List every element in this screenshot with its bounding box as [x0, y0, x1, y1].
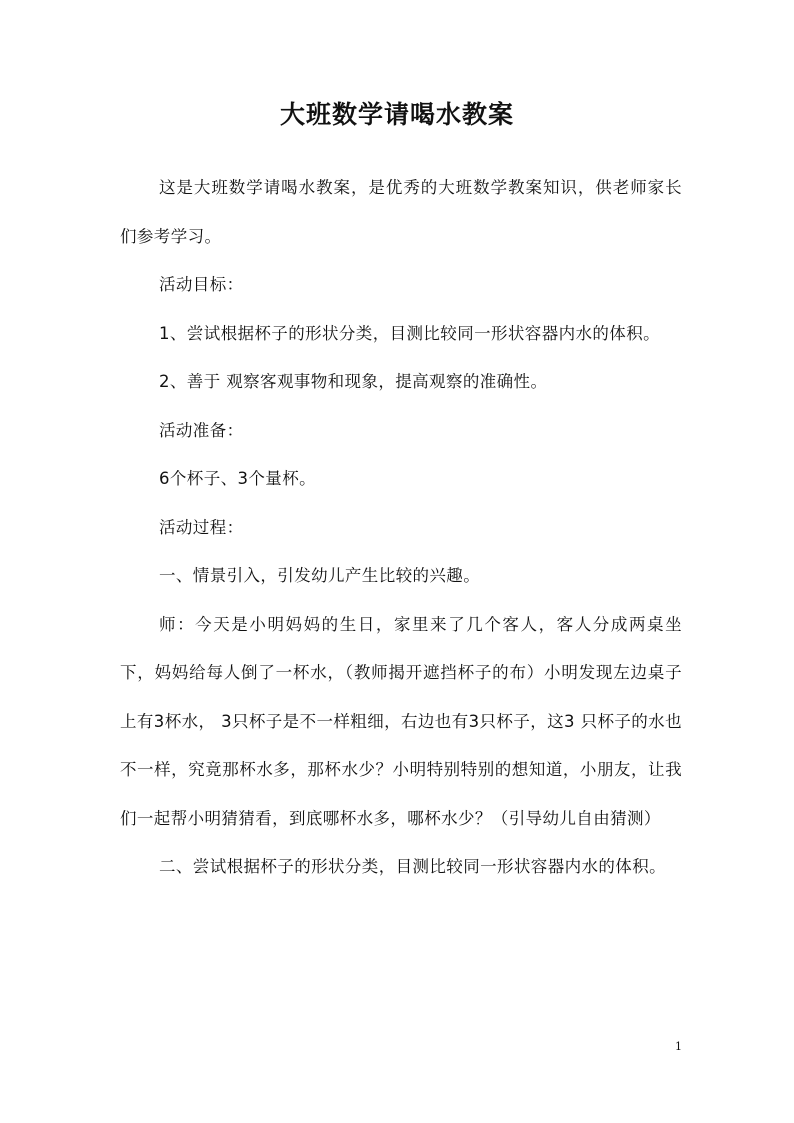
section-heading-goals: 活动目标：: [159, 275, 244, 294]
preparation-item: 6个杯子、3个量杯。: [159, 469, 316, 488]
section-heading-process: 活动过程：: [159, 517, 244, 537]
teacher-script-paragraph: 师：今天是小明妈妈的生日，家里来了几个客人，客人分成两桌坐下，妈妈给每人倒了一杯水，（教师揭开遮挡杯子的布）小明发现左边桌子上有3杯水， 3只杯子是不一样粗细，右边也有3只杯子，这3 只杯子的水也不一样，究竟那杯水多，那杯水少？小明特别特别的想知道，小朋友，让我们一起帮小明猜猜看，到底哪杯水多，哪杯水少？（引导幼儿自由猜测）: [120, 614, 682, 828]
goal-item-2: 2、善于 观察客观事物和现象，提高观察的准确性。: [159, 372, 548, 391]
intro-paragraph: 这是大班数学请喝水教案，是优秀的大班数学教案知识，供老师家长们参考学习。: [120, 178, 682, 246]
page-number: 1: [675, 1040, 682, 1053]
process-step-1: 一、情景引入，引发幼儿产生比较的兴趣。: [159, 566, 481, 585]
goal-item-1: 1、尝试根据杯子的形状分类，目测比较同一形状容器内水的体积。: [159, 323, 660, 343]
section-heading-preparation: 活动准备：: [159, 420, 244, 440]
document-title: 大班数学请喝水教案: [279, 100, 514, 129]
document-body: [120, 164, 682, 892]
process-step-2: 二、尝试根据杯子的形状分类，目测比较同一形状容器内水的体积。: [159, 857, 666, 876]
